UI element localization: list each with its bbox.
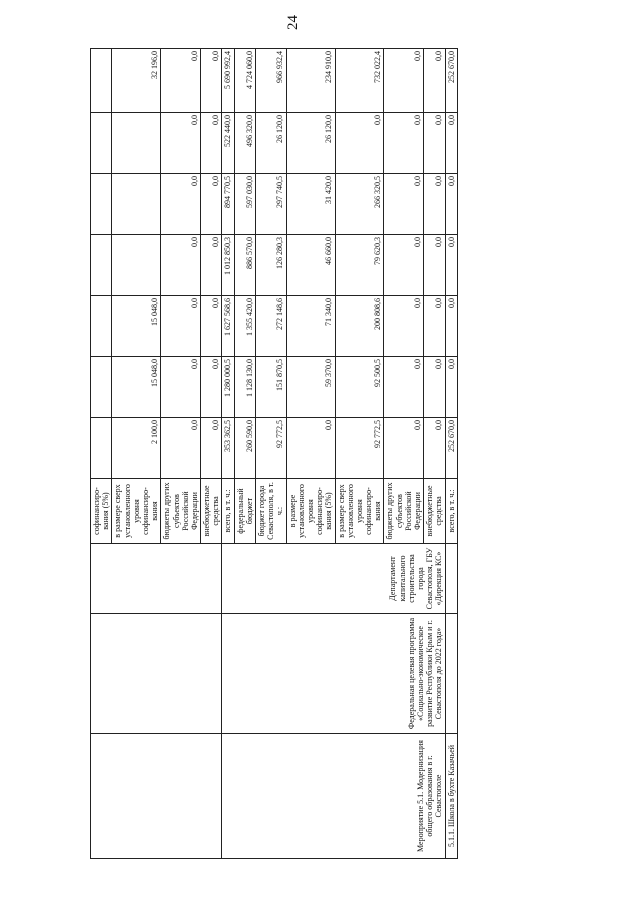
value-cell: 0,0 (161, 113, 201, 174)
value-cell: 92 772,5 (256, 418, 287, 479)
value-cell: 0,0 (445, 174, 457, 235)
value-cell: 0,0 (161, 49, 201, 113)
value-cell (112, 113, 161, 174)
value-cell: 0,0 (384, 49, 424, 113)
funding-source-cell: внебюджетные средства (424, 479, 445, 544)
value-cell: 200 808,6 (335, 296, 384, 357)
measure-cell: Мероприятие 5.1. Модернизация общего образования в г. Севастополе (222, 734, 445, 859)
value-cell: 0,0 (424, 113, 445, 174)
value-cell: 0,0 (286, 418, 335, 479)
value-cell: 15 048,0 (112, 296, 161, 357)
value-cell: 0,0 (384, 174, 424, 235)
value-cell: 0,0 (161, 174, 201, 235)
blank-cell (91, 614, 222, 734)
executor-cell: Департамент капитального строительства города Севастополя, ГБУ «Дирекция КС» (222, 544, 445, 614)
value-cell: 1 012 850,3 (222, 235, 234, 296)
value-cell: 272 148,6 (256, 296, 287, 357)
value-cell: 0,0 (201, 174, 222, 235)
value-cell (91, 296, 112, 357)
funding-source-cell: бюджет города Севастополя, в т. ч.: (256, 479, 287, 544)
value-cell: 15 048,0 (112, 357, 161, 418)
item-title-cell: 5.1.1. Школа в бухте Казачьей (445, 734, 457, 859)
value-cell: 4 724 060,0 (234, 49, 255, 113)
funding-source-cell: всего, в т. ч.: (222, 479, 234, 544)
funding-source-cell: в размере сверх установленного уровня софинансиро-вания (112, 479, 161, 544)
value-cell: 732 022,4 (335, 49, 384, 113)
value-cell: 0,0 (384, 235, 424, 296)
value-cell: 71 340,0 (286, 296, 335, 357)
funding-source-cell: в размере сверх установленного уровня софинансиро-вания (335, 479, 384, 544)
value-cell: 26 120,0 (256, 113, 287, 174)
value-cell: 0,0 (424, 357, 445, 418)
table-row (91, 49, 112, 859)
value-cell: 0,0 (384, 418, 424, 479)
value-cell: 126 280,3 (256, 235, 287, 296)
value-cell: 0,0 (161, 418, 201, 479)
value-cell (112, 235, 161, 296)
value-cell: 252 670,0 (445, 49, 457, 113)
value-cell: 522 440,0 (222, 113, 234, 174)
value-cell: 0,0 (445, 357, 457, 418)
table-row (445, 49, 457, 859)
value-cell: 32 196,0 (112, 49, 161, 113)
value-cell: 252 670,0 (445, 418, 457, 479)
value-cell: 0,0 (201, 235, 222, 296)
value-cell: 92 500,5 (335, 357, 384, 418)
value-cell: 496 320,0 (234, 113, 255, 174)
value-cell: 894 770,5 (222, 174, 234, 235)
funding-source-cell: бюджеты других субъектов Российской Федерации (161, 479, 201, 544)
value-cell: 597 030,0 (234, 174, 255, 235)
page-number: 24 (285, 15, 301, 30)
value-cell: 0,0 (445, 235, 457, 296)
value-cell: 0,0 (161, 357, 201, 418)
value-cell: 0,0 (201, 357, 222, 418)
value-cell: 297 740,5 (256, 174, 287, 235)
funding-source-cell: в размере установленного уровня софинансиро-вания (5%) (286, 479, 335, 544)
value-cell: 26 120,0 (286, 113, 335, 174)
blank-cell (91, 734, 222, 859)
value-cell: 0,0 (335, 113, 384, 174)
value-cell: 151 870,5 (256, 357, 287, 418)
value-cell (91, 235, 112, 296)
value-cell: 0,0 (424, 174, 445, 235)
value-cell: 0,0 (445, 113, 457, 174)
value-cell: 31 420,0 (286, 174, 335, 235)
value-cell: 1 355 420,0 (234, 296, 255, 357)
blank-cell (445, 614, 457, 734)
budget-table (90, 48, 458, 859)
value-cell (91, 49, 112, 113)
value-cell: 0,0 (424, 49, 445, 113)
value-cell: 0,0 (201, 49, 222, 113)
value-cell: 59 370,0 (286, 357, 335, 418)
funding-source-cell: федеральный бюджет (234, 479, 255, 544)
funding-source-cell: софинансиро-вания (5%) (91, 479, 112, 544)
funding-source-cell: бюджеты других субъектов Российской Федерации (384, 479, 424, 544)
value-cell (91, 418, 112, 479)
value-cell: 0,0 (384, 113, 424, 174)
blank-cell (445, 544, 457, 614)
value-cell: 0,0 (445, 296, 457, 357)
value-cell (91, 174, 112, 235)
value-cell: 2 100,0 (112, 418, 161, 479)
value-cell: 0,0 (161, 235, 201, 296)
value-cell: 266 320,5 (335, 174, 384, 235)
value-cell (112, 174, 161, 235)
value-cell: 0,0 (424, 296, 445, 357)
value-cell (91, 357, 112, 418)
value-cell: 79 620,3 (335, 235, 384, 296)
value-cell: 1 128 130,0 (234, 357, 255, 418)
value-cell: 0,0 (201, 296, 222, 357)
value-cell (91, 113, 112, 174)
funding-source-cell: всего, в т. ч.: (445, 479, 457, 544)
value-cell: 0,0 (201, 418, 222, 479)
value-cell: 0,0 (424, 235, 445, 296)
blank-cell (91, 544, 222, 614)
value-cell: 0,0 (424, 418, 445, 479)
value-cell: 886 570,0 (234, 235, 255, 296)
value-cell: 1 627 568,6 (222, 296, 234, 357)
value-cell: 92 772,5 (335, 418, 384, 479)
value-cell: 5 690 992,4 (222, 49, 234, 113)
table-row (222, 49, 234, 859)
value-cell: 46 660,0 (286, 235, 335, 296)
value-cell: 234 910,0 (286, 49, 335, 113)
value-cell: 260 590,0 (234, 418, 255, 479)
value-cell: 1 280 000,5 (222, 357, 234, 418)
value-cell: 0,0 (384, 296, 424, 357)
funding-source-cell: внебюджетные средства (201, 479, 222, 544)
value-cell: 0,0 (161, 296, 201, 357)
value-cell: 353 362,5 (222, 418, 234, 479)
program-cell: Федеральная целевая программа «Социально-экономическое развитие Республики Крым и г. Севастополя до 2022 года» (222, 614, 445, 734)
value-cell: 0,0 (201, 113, 222, 174)
value-cell: 966 932,4 (256, 49, 287, 113)
value-cell: 0,0 (384, 357, 424, 418)
